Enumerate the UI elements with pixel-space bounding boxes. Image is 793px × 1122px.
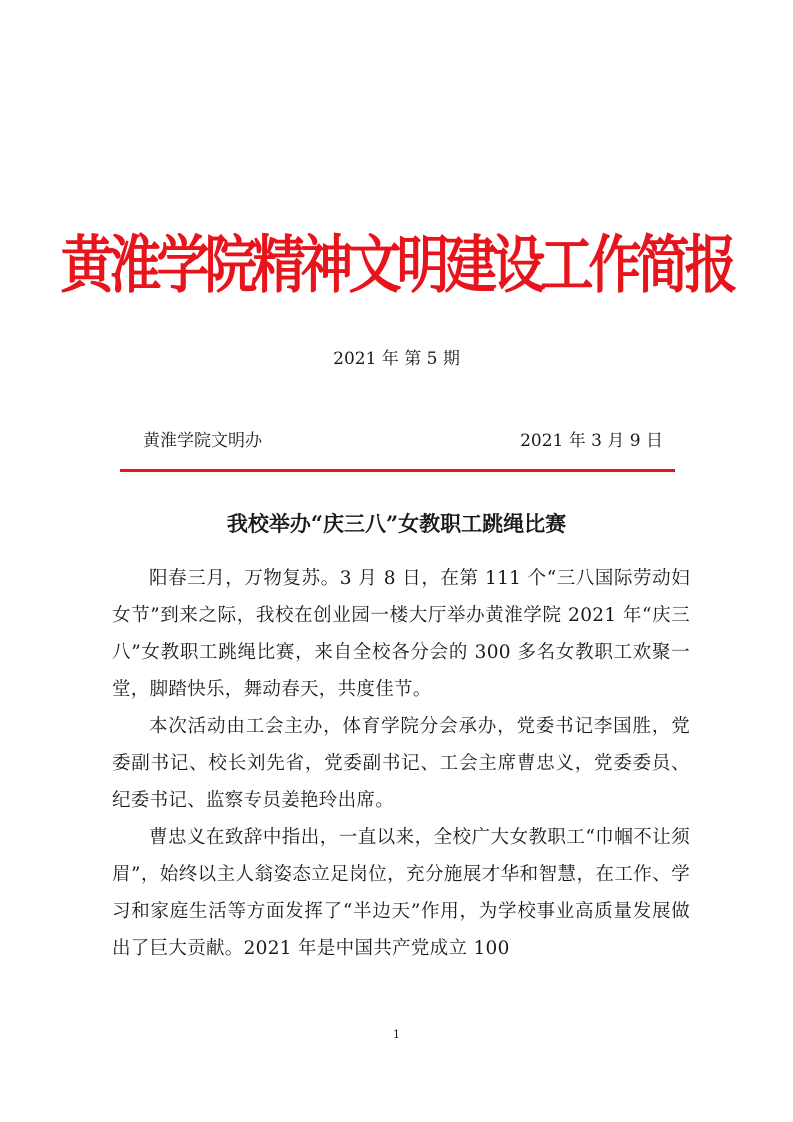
red-divider-line: [120, 469, 675, 472]
article-body: [112, 560, 690, 967]
issue-number: 2021 年 第 5 期: [333, 349, 460, 369]
issue-date: 2021 年 3 月 9 日: [520, 431, 663, 451]
body-paragraph: 曹忠义在致辞中指出，一直以来，全校广大女教职工“巾帼不让须眉”，始终以主人翁姿态立足岗位，充分施展才华和智慧，在工作、学习和家庭生活等方面发挥了“半边天”作用，为学校事业高质量发展做出了巨大贡献。2021 年是中国共产党成立 100: [112, 827, 690, 959]
bulletin-masthead: 黄淮学院精神文明建设工作简报: [60, 228, 733, 302]
body-paragraph: 本次活动由工会主办，体育学院分会承办，党委书记李国胜，党委副书记、校长刘先省，党委副书记、工会主席曹忠义，党委委员、纪委书记、监察专员姜艳玲出席。: [112, 716, 690, 811]
article-title: 我校举办“庆三八”女教职工跳绳比赛: [226, 511, 567, 536]
body-paragraph: 阳春三月，万物复苏。3 月 8 日，在第 111 个“三八国际劳动妇女节”到来之际，我校在创业园一楼大厅举办黄淮学院 2021 年“庆三八”女教职工跳绳比赛，来自全校各分会的 300 多名女教职工欢聚一堂，脚踏快乐，舞动春天，共度佳节。: [112, 568, 690, 700]
issuer-office: 黄淮学院文明办: [143, 431, 262, 451]
issuer-row: [143, 427, 663, 455]
page-number: 1: [393, 1028, 400, 1041]
